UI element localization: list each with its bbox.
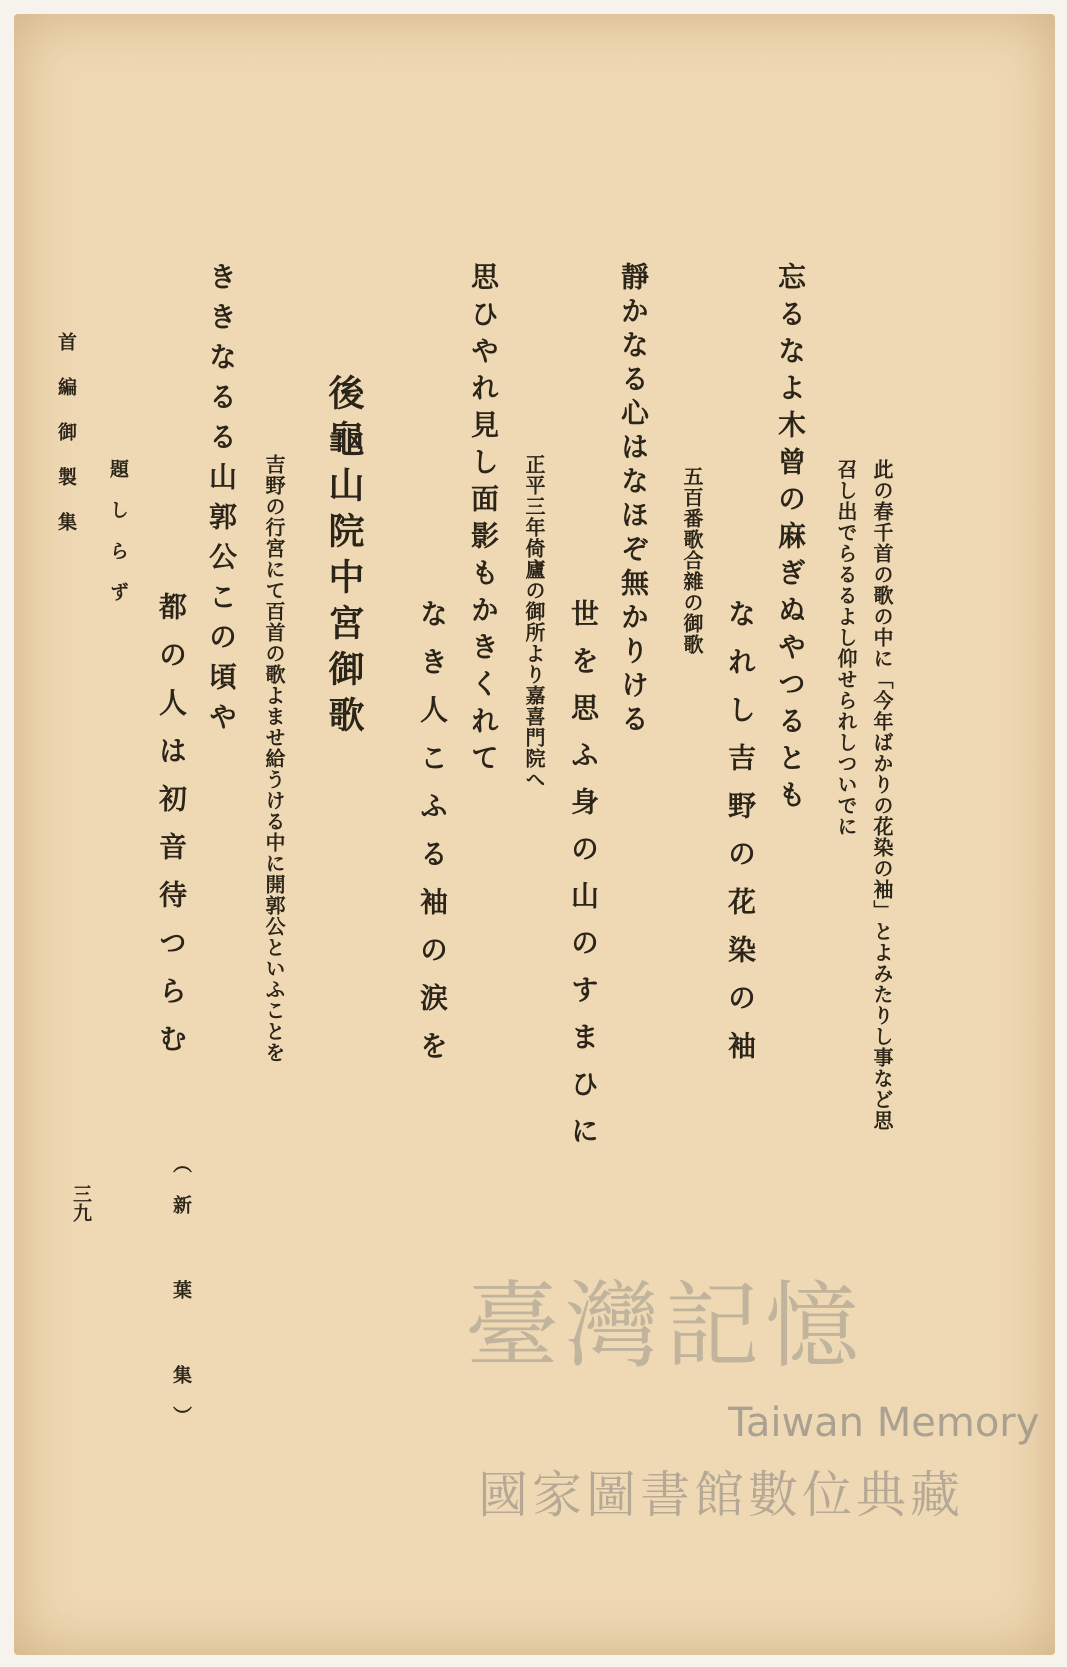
watermark-chinese-logo: 臺灣記憶 xyxy=(465,1272,866,1381)
poem3-upper-verse: 思ひやれ見し面影もかきくれて xyxy=(467,262,500,780)
poem-topic-label: 題しらず xyxy=(107,459,129,623)
running-head-book-title: 首編御製集 xyxy=(55,332,77,557)
poem2-upper-verse: 靜かなる心はなほぞ無かりける xyxy=(617,262,650,738)
watermark-library-name: 國家圖書館數位典藏 xyxy=(478,1466,964,1524)
watermark-english-logo: Taiwan Memory xyxy=(728,1400,1040,1446)
poem4-lower-verse: 都の人は初音待つらむ xyxy=(155,592,188,1072)
source-citation: （新 葉 集） xyxy=(170,1154,192,1447)
poem1-note-line1: 此の春千首の歌の中に「今年ばかりの花染の袖」とよみたりし事など思 xyxy=(870,459,894,1131)
poem1-note-line2: 召し出でらるるよし仰せられしついでに xyxy=(834,459,858,837)
poem4-upper-verse: ききなるる山郭公この頃や xyxy=(205,262,238,742)
poem2-lower-verse: 世を思ふ身の山のすまひに xyxy=(567,599,600,1163)
poem1-lower-verse: なれし吉野の花染の袖 xyxy=(724,599,757,1079)
poem4-note: 吉野の行宮にて百首の歌よませ給うける中に開郭公といふことを xyxy=(262,454,286,1063)
poem2-note: 五百番歌合雜の御歌 xyxy=(680,466,704,655)
poem1-upper-verse: 忘るなよ木曾の麻ぎぬやつるとも xyxy=(774,262,807,817)
poem3-note: 正平三年倚廬の御所より嘉喜門院へ xyxy=(522,454,546,790)
page-number: 三九 xyxy=(70,1184,92,1222)
poem3-lower-verse: なき人こふる袖の涙を xyxy=(416,599,449,1079)
section-heading: 後龜山院中宮御歌 xyxy=(323,374,365,742)
